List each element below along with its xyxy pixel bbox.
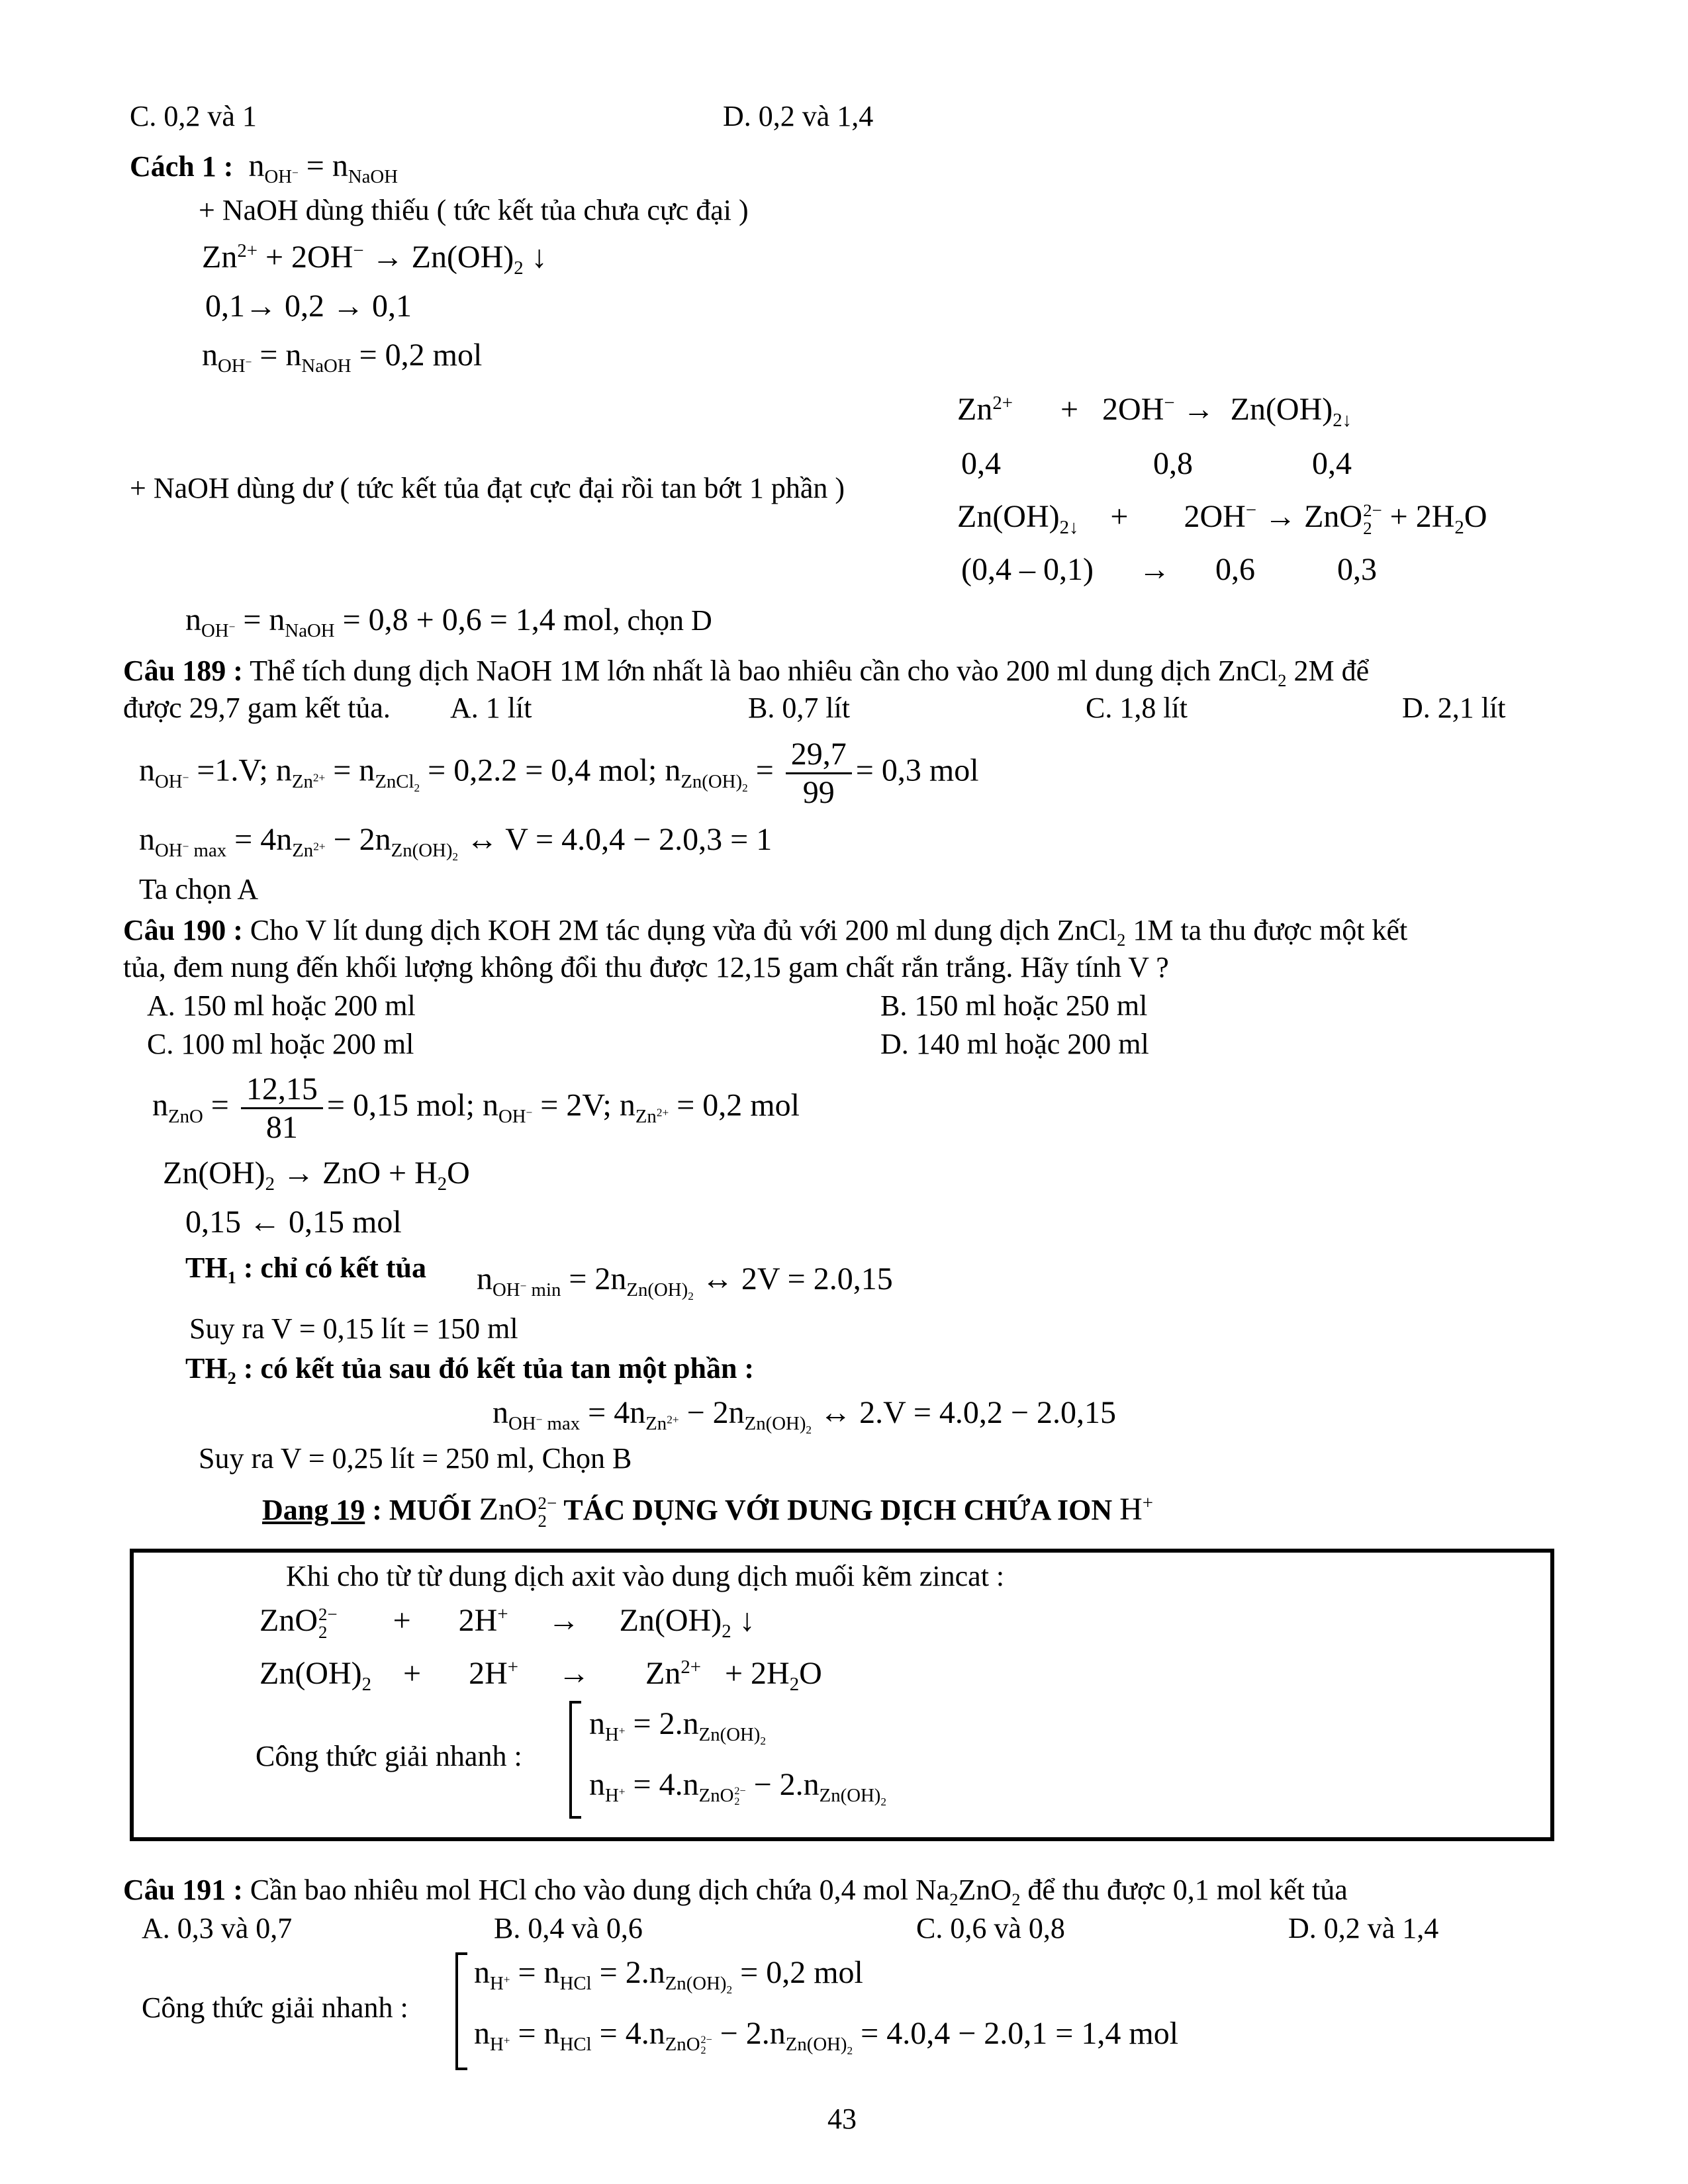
q191-bracket: [455, 1952, 467, 2070]
q190-line-1: Câu 190 : Cho V lít dung dịch KOH 2M tác dụng vừa đủ với 200 ml dung dịch ZnCl$_2$ 1M ta thu được một kết: [123, 914, 1408, 950]
q191-option-a: A. 0,3 và 0,7: [142, 1912, 293, 1944]
qty-line-1: 0,1→ 0,2 → 0,1: [205, 289, 412, 324]
dang19-h-ion: H+: [1119, 1492, 1154, 1527]
q190-text-1a: Cho V lít dung dịch KOH 2M tác dụng vừa đủ với 200 ml dung dịch ZnCl: [250, 914, 1117, 946]
q191-text-a: Cần bao nhiêu mol HCl cho vào dung dịch chứa 0,4 mol Na: [250, 1874, 950, 1906]
q190-th1-formula: $n_{OH^- min} = 2n_{Zn(OH)_2}$ ↔ 2V = 2.0,15: [477, 1261, 893, 1303]
q191-text-b: ZnO: [958, 1874, 1012, 1906]
q191-f2: = 4.0,4 − 2.0,1 = 1,4 mol: [861, 2016, 1179, 2051]
cach1-label: Cách 1 :: [130, 150, 234, 183]
dang19-label: Dang 19: [262, 1494, 365, 1526]
box-formula-2: $n_{H^+} = 4.n_{ZnO 2- 2}$ − $2.n_{Zn(OH)_2}$: [589, 1767, 887, 1809]
cach1-line: [130, 147, 399, 188]
box-intro: Khi cho từ từ dung dịch axit vào dung dịch muối kẽm zincat :: [286, 1560, 1005, 1592]
q190-th2-result: Suy ra V = 0,25 lít = 250 ml, Chọn B: [199, 1442, 632, 1475]
option-c: C. 0,2 và 1: [130, 100, 257, 132]
q189-num: 29,7: [786, 736, 852, 774]
dang19-colon: :: [372, 1494, 382, 1526]
q190-option-d: D. 140 ml hoặc 200 ml: [880, 1028, 1149, 1060]
q190-reaction: $Zn(OH)_2$ → ZnO + $H_2O$: [163, 1156, 470, 1195]
qty-r2-b: 0,6: [1215, 552, 1255, 587]
q189-fraction: [786, 736, 852, 811]
q190-option-b: B. 150 ml hoặc 250 ml: [880, 989, 1148, 1022]
box-formula-1: $n_{H^+} = 2.n_{Zn(OH)_2}$: [589, 1706, 767, 1748]
q189-f1a: =1.V;: [197, 752, 268, 788]
q191-f1: = 0,2 mol: [740, 1955, 863, 1990]
result-2-value: = 0,8 + 0,6 = 1,4 mol: [342, 602, 613, 637]
q190-th2: $TH_2$ : có kết tủa sau đó kết tủa tan một phần :: [185, 1352, 755, 1388]
q190-num: 12,15: [241, 1071, 323, 1109]
q190-th2-text: : có kết tủa sau đó kết tủa tan một phần :: [243, 1352, 755, 1385]
case-thieu: + NaOH dùng thiếu ( tức kết tủa chưa cực đại ): [199, 194, 749, 226]
q190-f1c: = 0,2 mol: [677, 1087, 800, 1123]
q191-formula-1: $n_{H^+} = n_{HCl} = 2.n_{Zn(OH)_2} = 0,2$ mol: [474, 1955, 863, 1997]
q189-option-a: A. 1 lít: [450, 692, 532, 724]
dang19-title-1: MUỐI: [389, 1494, 472, 1526]
dang19-heading: [262, 1490, 1153, 1530]
qty-r1-b: 0,8: [1153, 446, 1193, 481]
q190-label: Câu 190 :: [123, 914, 243, 946]
q189-label: Câu 189 :: [123, 655, 243, 687]
option-d: D. 0,2 và 1,4: [723, 100, 874, 132]
q190-th2-label: TH: [185, 1352, 228, 1385]
q190-den: 81: [265, 1110, 298, 1146]
box-reaction-1: ZnO 2− 2 + 2H+ → $Zn(OH)_2$ ↓: [259, 1603, 755, 1643]
reaction-r2: $Zn(OH)_{2↓}$ + 2OH− → ZnO 2− 2 + $2H_2O$: [957, 499, 1487, 539]
qty-r1-a: 0,4: [961, 446, 1001, 481]
qty-r1-c: 0,4: [1312, 446, 1352, 481]
q190-th1: $TH_1$ : chỉ có kết tủa: [185, 1251, 426, 1288]
case-du: + NaOH dùng dư ( tức kết tủa đạt cực đại rồi tan bớt 1 phần ): [130, 472, 845, 504]
q191-option-d: D. 0,2 và 1,4: [1288, 1912, 1439, 1944]
q189-answer: Ta chọn A: [139, 873, 259, 905]
q190-th2-eq: ↔ 2.V = 4.0,2 − 2.0,15: [820, 1395, 1116, 1430]
q191-label: Câu 191 :: [123, 1874, 243, 1906]
q190-option-c: C. 100 ml hoặc 200 ml: [147, 1028, 414, 1060]
choose-d: , chọn D: [612, 604, 712, 637]
reaction-r1: $Zn^{2+}$ + $2OH^- \to Zn(OH)_{2↓}$: [957, 392, 1352, 432]
q190-f1b: = 2V;: [540, 1087, 612, 1123]
q190-th1-eq: ↔ 2V = 2.0,15: [701, 1261, 893, 1297]
cach1-formula: $n_{OH^-} = n_{NaOH}$: [240, 148, 399, 188]
q189-text-1a: Thể tích dung dịch NaOH 1M lớn nhất là bao nhiêu cần cho vào 200 ml dung dịch ZnCl: [250, 655, 1278, 687]
q189-f1c: = 0,3 mol: [855, 752, 979, 788]
q190-option-a: A. 150 ml hoặc 200 ml: [147, 989, 416, 1022]
result-line-1: $n_{OH^-} = n_{NaOH} = 0,2$ mol: [202, 338, 483, 377]
qty-r2-c: 0,3: [1337, 552, 1377, 587]
box-bracket: [569, 1701, 581, 1819]
q189-option-c: C. 1,8 lít: [1086, 692, 1188, 724]
q191-formula-2: $n_{H^+} = n_{HCl} = 4.n_{ZnO 2- 2}$ − $2.n_{Zn(OH)_2} = 4.0,4 - 2.0,1 = 1,4$ mol: [474, 2016, 1179, 2058]
qty-r2-arrow: →: [1139, 552, 1170, 587]
result-1-value: = 0,2 mol: [359, 338, 483, 373]
q190-th1-text: : chỉ có kết tủa: [243, 1251, 426, 1284]
q191-option-b: B. 0,4 và 0,6: [494, 1912, 643, 1944]
page-number: 43: [827, 2103, 857, 2135]
q190-th1-label: TH: [185, 1251, 228, 1284]
qty-r2-a: (0,4 – 0,1): [961, 552, 1094, 587]
q191-option-c: C. 0,6 và 0,8: [916, 1912, 1065, 1944]
q190-text-1b: 1M ta thu được một kết: [1133, 914, 1408, 946]
q189-text-2: được 29,7 gam kết tủa.: [123, 692, 391, 724]
dang19-title-2: TÁC DỤNG VỚI DUNG DỊCH CHỨA ION: [563, 1494, 1113, 1526]
q191-formula-label: Công thức giải nhanh :: [142, 1991, 408, 2024]
q189-line-1: Câu 189 : Thể tích dung dịch NaOH 1M lớn nhất là bao nhiêu cần cho vào 200 ml dung dịch ZnCl$_2$ 2M để: [123, 655, 1370, 691]
box-reaction-2: $Zn(OH)_2$ + 2H+ → $Zn^{2+} + 2H_2O$: [259, 1656, 822, 1696]
q189-den: 99: [802, 775, 835, 811]
q189-f1b: = 0,2.2 = 0,4 mol;: [428, 752, 657, 788]
q189-text-1b: 2M để: [1293, 655, 1370, 687]
q189-formula-2: $n_{OH^- max} = 4n_{Zn^{2+}} - 2n_{Zn(OH)_2}$ ↔ V = 4.0,4 − 2.0,3 = 1: [139, 822, 773, 864]
q190-text-2: tủa, đem nung đến khối lượng không đổi thu được 12,15 gam chất rắn trắng. Hãy tính V ?: [123, 951, 1169, 983]
dang19-zincate: ZnO 2− 2: [479, 1492, 557, 1531]
q190-formula-1: $n_{ZnO}$ = $\frac{12,15}{81}$ = 0,15 mol; $n_{OH^-} = 2V$; $n_{Zn^{2+}} = 0,2$ mol: [152, 1071, 800, 1146]
q191-line-1: Câu 191 : Cần bao nhiêu mol HCl cho vào dung dịch chứa 0,4 mol $Na_2ZnO_2$ để thu được 0,1 mol kết tủa: [123, 1874, 1348, 1910]
box-formula-label: Công thức giải nhanh :: [256, 1740, 522, 1772]
q189-formula-1: $n_{OH^-} =1.V$; $n_{Zn^{2+}} = n_{ZnCl_2} = 0,2.2 = 0,4$ mol; $n_{Zn(OH)_2}$ = $\frac{29,7}{99}$ = 0,3 mol: [139, 737, 979, 811]
q190-th1-result: Suy ra V = 0,15 lít = 150 ml: [189, 1312, 518, 1345]
q190-f1a: = 0,15 mol;: [326, 1087, 475, 1123]
reaction-zn-oh: $Zn^{2+} + 2OH^- \to Zn(OH)_2$ ↓: [202, 240, 547, 279]
q189-option-d: D. 2,1 lít: [1402, 692, 1506, 724]
q190-fraction: [241, 1071, 323, 1146]
q191-text-c: để thu được 0,1 mol kết tủa: [1027, 1874, 1348, 1906]
q189-option-b: B. 0,7 lít: [748, 692, 851, 724]
q190-th2-formula: $n_{OH^- max} = 4n_{Zn^{2+}} - 2n_{Zn(OH)_2}$ ↔ 2.V = 4.0,2 − 2.0,15: [492, 1395, 1116, 1437]
result-line-2: $n_{OH^-} = n_{NaOH} = 0,8 + 0,6 = 1,4$ mol, chọn D: [185, 602, 712, 642]
q189-f2: ↔ V = 4.0,4 − 2.0,3 = 1: [466, 822, 773, 857]
q190-qty: 0,15 ← 0,15 mol: [185, 1205, 402, 1240]
